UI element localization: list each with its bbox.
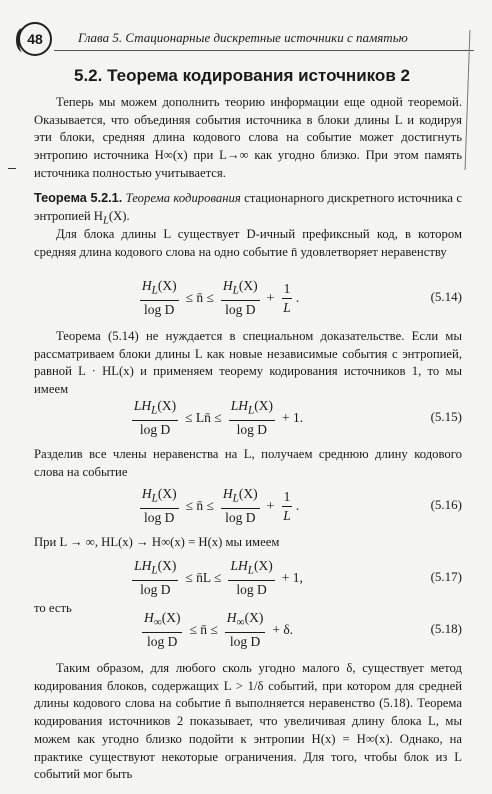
equation-term: (X) [157,486,177,502]
equation-term: ≤ Ln̄ ≤ [185,410,222,425]
equation-term: + 1. [282,410,304,425]
equation-term: LH [133,398,152,414]
equation-term: ∞ [236,616,245,629]
equation-term: LH [230,558,248,574]
header-rule [54,50,474,51]
equation-term: log D [144,301,175,317]
page-header [18,22,478,52]
equation-term: (X) [238,486,258,502]
paragraph-intro: Теперь мы можем дополнить теорию информации еще одной теоремой. Оказывается, что объединяя события источника в блоки длины L и кодируя эти блоки, средняя длина кодового слова на событие может достигнуть энтропию источника H∞(x) при L→∞ как угодно близко. При этом память источника полностью учитывается. [34,95,462,180]
equation-term: log D [225,509,256,525]
equation-number: (5.17) [430,569,462,584]
equation-term: log D [236,581,267,597]
equation-term: L [151,492,158,505]
theorem-statement [34,190,462,230]
equation-term: + [266,290,275,305]
equation-term: log D [139,421,171,437]
equation-term: ≤ n̄ ≤ [185,498,214,513]
equation-term: L [151,564,158,577]
equation-term: (X) [157,278,177,294]
equation-5-18 [34,608,462,652]
equation-5-14 [34,276,462,320]
equation-term: log D [144,509,175,525]
equation-term: + 1, [281,570,303,585]
margin-pencil-mark [8,168,16,169]
equation-5-17 [34,556,462,600]
equation-term: L [283,299,291,315]
equation-term: H [222,278,233,294]
equation-number: (5.14) [430,289,462,304]
equation-5-16 [34,484,462,528]
equation-term: . [295,498,300,513]
equation-term: (X) [244,610,264,626]
equation-term: H [222,486,233,502]
equation-number: (5.15) [430,409,462,424]
equation-term: ∞ [153,616,162,629]
running-title: Глава 5. Стационарные дискретные источники с памятью [78,30,408,45]
equation-term: H [226,610,237,626]
equation-term: ≤ n̄L ≤ [185,570,222,585]
equation-term: (X) [161,610,181,626]
theorem-name: Теорема кодирования [125,191,241,205]
equation-term: log D [236,421,268,437]
equation-number: (5.18) [430,621,462,636]
theorem-label: Теорема 5.2.1. [34,191,123,205]
equation-term: L [247,404,255,417]
equation-term: (X) [238,278,258,294]
equation-term: H [141,278,152,294]
equation-term: + δ. [272,622,294,637]
equation-term: log D [140,581,171,597]
equation-term: (X) [254,398,273,414]
equation-term: L [283,507,291,523]
equation-number: (5.16) [430,497,462,512]
equation-term: L [232,492,239,505]
equation-term: (X) [157,558,177,574]
equation-term: L [151,404,158,417]
equation-term: L [232,284,239,297]
equation-term: ≤ n̄ ≤ [189,622,218,637]
theorem-sub: L [102,215,109,227]
equation-term: H [143,610,154,626]
paragraph-code-existence: Для блока длины L существует D-ичный префиксный код, в котором средняя длина кодового слова на одно событие n̄ удовлетворяет неравенству [34,227,462,259]
paragraph-conclusion: Таким образом, для любого сколь угодно малого δ, существует метод кодирования блоков, содержащих L > 1/δ событий, при котором для средней длины кодового слова на событие n̄ выполняется неравенство (5.18). Теорема кодирования источников 2 показывает, что увеличивая длину блока L, мы можем как угодно близко подойти к энтропии H(x) = H∞(x). Однако, на практике существуют некоторые ограничения. Для того, чтобы блок из L событий мог быть [34,661,462,782]
equation-term: . [295,290,300,305]
equation-term: LH [134,558,152,574]
equation-term: 1 [282,281,293,299]
equation-term: log D [229,633,261,649]
paragraph-limit: При L → ∞, HL(x) → H∞(x) = H(x) мы имеем [34,535,280,549]
theorem-text: стационарного дискретного источника с энтропией H [34,191,463,223]
equation-term: L [151,284,158,297]
paragraph-divide: Разделив все члены неравенства на L, получаем среднюю длину кодового слова на событие [34,447,462,479]
equation-term: + [266,498,275,513]
equation-term: L [247,564,254,577]
equation-term: (X) [254,558,273,574]
equation-term: log D [225,301,256,317]
paragraph-proof: Теорема (5.14) не нуждается в специальном доказательстве. Если мы рассматриваем блоки длины L как новые независимые события с энтропией, равной L · HL(x) и применяем теорему кодирования источников 1, то мы имеем [34,329,462,397]
equation-term: ≤ n̄ ≤ [185,290,214,305]
equation-5-15 [34,396,462,440]
section-title: 5.2. Теорема кодирования источников 2 [74,66,410,85]
theorem-tail: (X). [108,208,130,223]
page-number: 48 [18,22,52,56]
equation-term: LH [230,398,248,414]
equation-term: H [141,486,152,502]
equation-term: log D [147,633,178,649]
paragraph-that-is: то есть [34,601,72,615]
equation-term: 1 [282,489,293,507]
equation-term: (X) [157,398,177,414]
